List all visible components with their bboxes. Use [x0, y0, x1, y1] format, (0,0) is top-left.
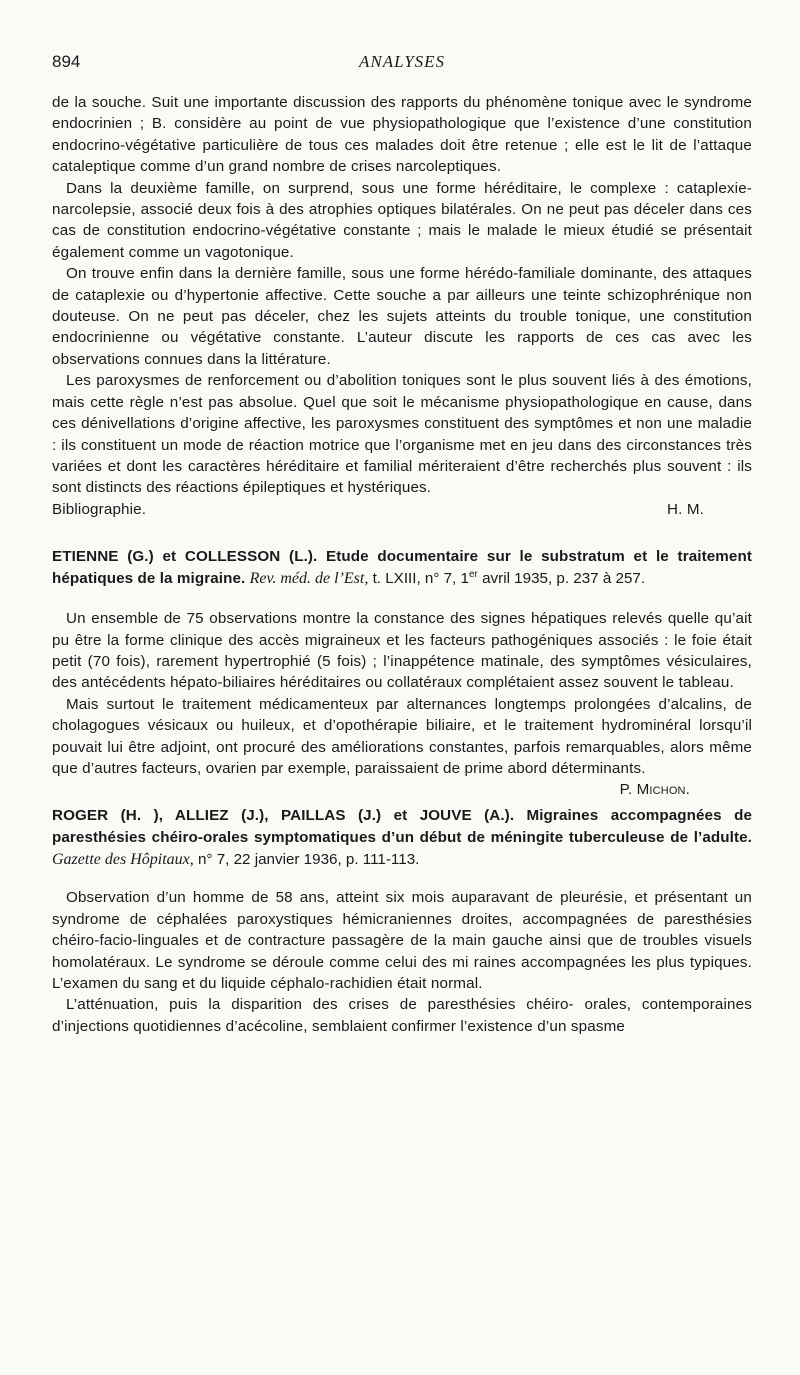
review2-paragraph [52, 694, 752, 799]
review2-citation-sup: er [468, 569, 478, 581]
review3-paragraph: Observation d’un homme de 58 ans, atteint six mois auparavant de pleurésie, et présentant un syndrome de céphalées paroxystiques hémicraniennes droites, accompagnées de paresthésies chéiro-facio-linguales et de contracture passagère de la main gauche ainsi que de troubles visuels homolatéraux. Le syndrome se déroule comme celui des mi raines accompagnées les plus typiques. L’examen du sang et du liquide céphalo-rachidien était normal. [52, 889, 752, 992]
review2-title: Etude documentaire sur le substratum et le traitement hépatiques de la migraine. [52, 548, 752, 588]
section-title: ANALYSES [358, 52, 446, 71]
review1-closing [52, 499, 752, 520]
review3-title: Migraines accompagnées de paresthésies chéiro-orales symptomatiques d’un début de méningite tuberculeuse de l’adulte. [52, 807, 752, 847]
page-body [52, 92, 752, 1037]
review1-paragraph: Dans la deuxième famille, on surprend, sous une forme héréditaire, le complexe : cataplexie-narcolepsie, associé deux fois à des atrophies optiques bilatérales. On ne peut pas déceler dans ces cas de constitution endocrino-végétative constante ; mais le malade le mieux étudié se présentait également comme un vagotonique. [52, 179, 752, 261]
review2-authors: ETIENNE (G.) et COLLESSON (L.). [52, 548, 318, 566]
review2-signature: P. Michon. [619, 781, 690, 799]
review1-paragraph: de la souche. Suit une importante discussion des rapports du phénomène tonique avec le syndrome endocrinien ; B. considère au point de vue physiopathologique que l’existence d’une constitution endocrino-végétative particulière de tous ces malades doit être retenue ; elle est le lit de l’attaque cataleptique comme d’un grand nombre de crises narcoleptiques. [52, 94, 752, 176]
review1-paragraph: Les paroxysmes de renforcement ou d’abolition toniques sont le plus souvent liés à des émotions, mais cette règle n’est pas absolue. Quel que soit le mécanisme physiopathologique en cause, dans ces dénivellations d’origine affective, les paroxysmes constituent des symptômes et non une maladie : ils constituent un mode de réaction motrice que l’organisme met en jeu dans des circonstances très variées et dont les caractères héréditaire et familial mériteraient d’être recherchés plus souvent : ils sont distincts des réactions épileptiques et hystériques. [52, 372, 752, 497]
review3-citation: n° 7, 22 janvier 1936, p. 111-113. [197, 851, 420, 869]
review3-paragraph: L’atténuation, puis la disparition des crises de paresthésies chéiro- orales, contemporaines d’injections quotidiennes d’acécoline, semblaient confirmer l’existence d’un spasme [52, 996, 752, 1035]
review2-citation-a: t. LXIII, n° 7, 1 [372, 570, 469, 588]
review2-paragraph: Un ensemble de 75 observations montre la constance des signes hépatiques relevés quelle qu’ait pu être la forme clinique des accès migraineux et les facteurs pathogéniques associés : le foie était petit (70 fois), rarement hypertrophié (5 fois) ; l’inappétence matinale, des symptômes vésiculaires, des antécédents hépato-biliaires héréditaires ou collatéraux complétaient assez souvent le tableau. [52, 610, 752, 692]
review3-reference [52, 805, 752, 871]
page-number: 894 [52, 52, 81, 71]
review1-signature: H. M. [666, 500, 704, 518]
review2-reference [52, 546, 752, 590]
bibliography-label: Bibliographie. [52, 500, 147, 518]
running-head [52, 52, 752, 74]
review2-paragraph-text: Mais surtout le traitement médicamenteux par alternances longtemps prolongées d’alcalins, de cholagogues vésicaux ou huileux, et d’opothérapie biliaire, et le traitement hydrominéral lorsqu’il pouvait lui être adjoint, ont procuré des améliorations constantes, parfois remarquables, alors même que d’autres facteurs, ovarien par exemple, paraissaient de prime abord déterminants. [52, 695, 752, 777]
review3-journal: Gazette des Hôpitaux, [52, 851, 194, 869]
review2-journal: Rev. méd. de l’Est, [249, 570, 369, 588]
review3-authors: ROGER (H. ), ALLIEZ (J.), PAILLAS (J.) et JOUVE (A.). [52, 807, 515, 825]
review2-citation-b: avril 1935, p. 237 à 257. [477, 570, 646, 588]
review1-paragraph: On trouve enfin dans la dernière famille, sous une forme hérédo-familiale dominante, des attaques de cataplexie ou d’hypertonie affective. Cette souche a par ailleurs une teinte schizophrénique non douteuse. On ne peut pas déceler, chez les sujets atteints du trouble tonique, une constitution endocrinienne ou végétative constante. L’auteur discute les rapports de ces cas avec les observations connues dans la littérature. [52, 265, 752, 368]
